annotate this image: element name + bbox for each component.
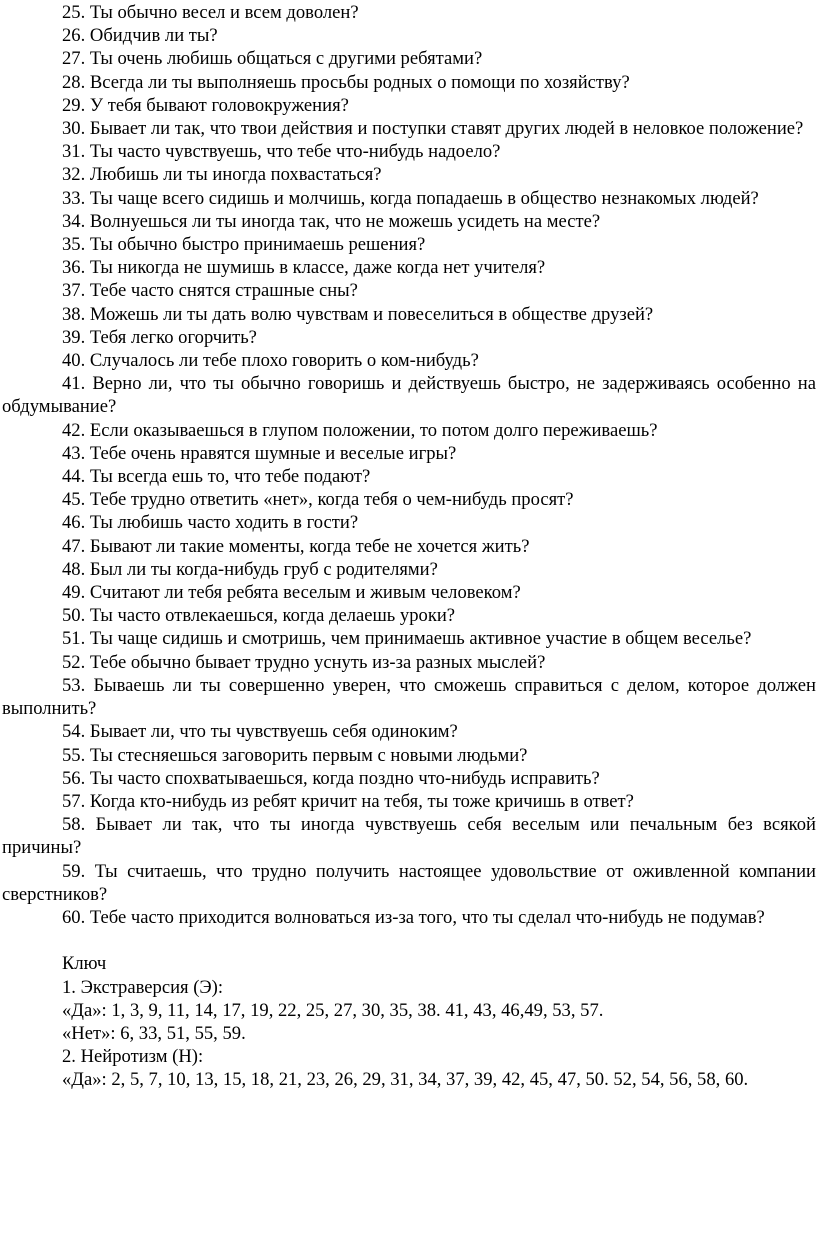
question-item: 49. Считают ли тебя ребята веселым и живым человеком? [62,582,521,604]
question-item: 50. Ты часто отвлекаешься, когда делаешь уроки? [62,605,456,627]
question-item: 31. Ты часто чувствуешь, что тебе что-нибудь надоело? [62,141,501,163]
question-item: 45. Тебе трудно ответить «нет», когда тебя о чем-нибудь просят? [62,489,574,511]
neuroticism-heading: 2. Нейротизм (Н): [62,1046,204,1068]
question-item: 38. Можешь ли ты дать волю чувствам и повеселиться в обществе друзей? [62,303,654,325]
question-item: 53. Бываешь ли ты совершенно уверен, что сможешь справиться с делом, которое должен выполнить? [2,674,816,720]
question-item: 47. Бывают ли такие моменты, когда тебе не хочется жить? [62,535,530,557]
question-item: 52. Тебе обычно бывает трудно уснуть из-за разных мыслей? [62,651,546,673]
extraversion-yes-list: «Да»: 1, 3, 9, 11, 14, 17, 19, 22, 25, 27, 30, 35, 38. 41, 43, 46,49, 53, 57. [62,999,604,1021]
question-list [2,1,816,929]
question-item: 28. Всегда ли ты выполняешь просьбы родных о помощи по хозяйству? [62,71,630,93]
spacer [2,929,816,952]
key-title: Ключ [62,953,107,975]
question-item: 56. Ты часто спохватываешься, когда поздно что-нибудь исправить? [62,767,600,789]
question-item: 44. Ты всегда ешь то, что тебе подают? [62,466,371,488]
question-item: 48. Был ли ты когда-нибудь груб с родителями? [62,558,438,580]
question-item: 39. Тебя легко огорчить? [62,326,257,348]
extraversion-heading: 1. Экстраверсия (Э): [62,976,224,998]
question-item: 55. Ты стесняешься заговорить первым с новыми людьми? [62,744,528,766]
question-item: 54. Бывает ли, что ты чувствуешь себя одиноким? [62,721,458,743]
question-item: 60. Тебе часто приходится волноваться из-за того, что ты сделал что-нибудь не подумав? [62,906,765,928]
question-item: 43. Тебе очень нравятся шумные и веселые игры? [62,442,457,464]
answer-key [2,952,816,1091]
neuroticism-yes-list: «Да»: 2, 5, 7, 10, 13, 15, 18, 21, 23, 26, 29, 31, 34, 37, 39, 42, 45, 47, 50. 52, 54, 56, 58, 60. [62,1069,749,1091]
question-item: 33. Ты чаще всего сидишь и молчишь, когда попадаешь в общество незнакомых людей? [62,187,759,209]
question-item: 51. Ты чаще сидишь и смотришь, чем принимаешь активное участие в общем веселье? [62,628,752,650]
question-item: 35. Ты обычно быстро принимаешь решения? [62,234,426,256]
question-item: 36. Ты никогда не шумишь в классе, даже когда нет учителя? [62,257,546,279]
extraversion-no-list: «Нет»: 6, 33, 51, 55, 59. [62,1022,246,1044]
question-item: 58. Бывает ли так, что ты иногда чувствуешь себя веселым или печальным без всякой причины? [2,814,816,859]
question-item: 59. Ты считаешь, что трудно получить настоящее удовольствие от оживленной компании сверстников? [2,860,816,905]
question-item: 32. Любишь ли ты иногда похвастаться? [62,164,382,186]
question-item: 27. Ты очень любишь общаться с другими ребятами? [62,48,483,70]
question-item: 25. Ты обычно весел и всем доволен? [62,2,359,23]
question-item: 57. Когда кто-нибудь из ребят кричит на тебя, ты тоже кричишь в ответ? [62,790,634,812]
question-item: 29. У тебя бывают головокружения? [62,94,349,116]
question-item: 46. Ты любишь часто ходить в гости? [62,512,359,534]
question-item: 37. Тебе часто снятся страшные сны? [62,280,358,302]
question-item: 30. Бывает ли так, что твои действия и поступки ставят других людей в неловкое положение? [62,118,804,140]
question-item: 40. Случалось ли тебе плохо говорить о ком-нибудь? [62,350,479,372]
question-item: 26. Обидчив ли ты? [62,25,218,47]
question-item: 42. Если оказываешься в глупом положении, то потом долго переживаешь? [62,419,658,441]
question-item: 41. Верно ли, что ты обычно говоришь и действуешь быстро, не задерживаясь особенно на обдумывание? [2,373,816,418]
question-item: 34. Волнуешься ли ты иногда так, что не можешь усидеть на месте? [62,210,601,232]
